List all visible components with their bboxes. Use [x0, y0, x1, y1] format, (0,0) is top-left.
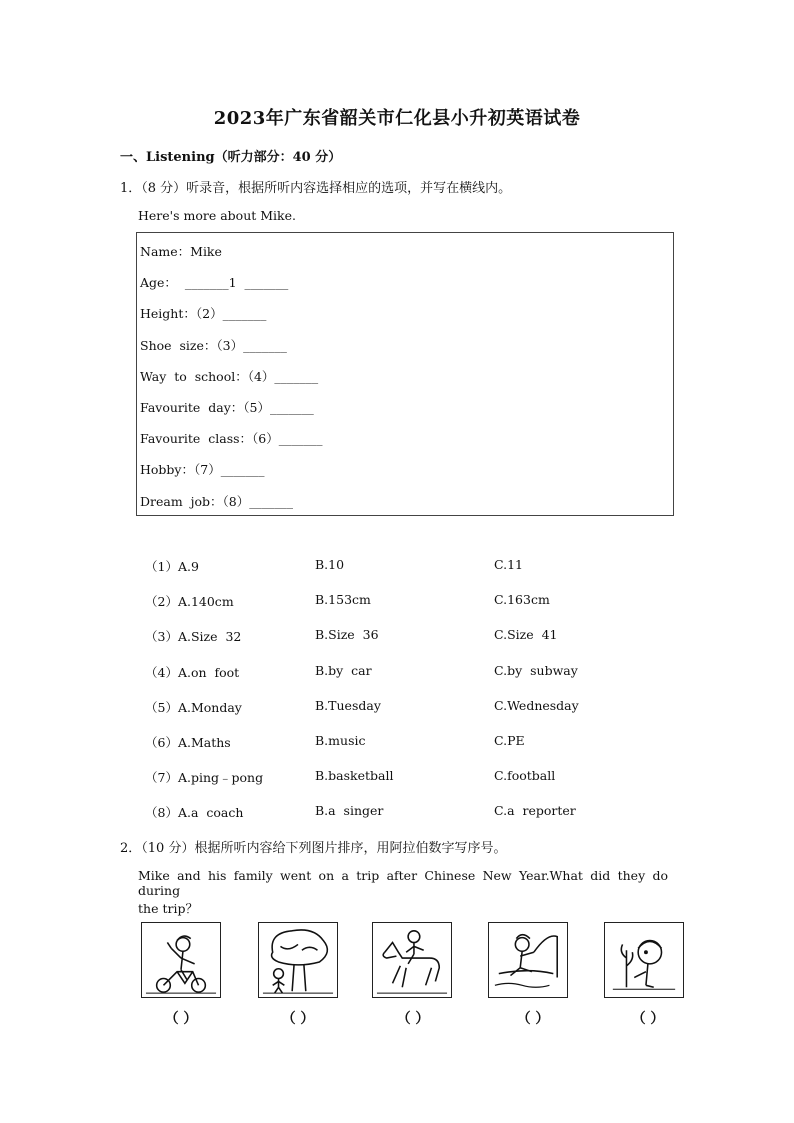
option-c: C.163cm [494, 592, 550, 607]
option-b: B.153cm [315, 592, 371, 607]
option-row [145, 803, 705, 821]
option-b: B.music [315, 733, 366, 748]
fishing-boy-icon [488, 922, 568, 998]
option-c: C.11 [494, 557, 523, 572]
info-box [136, 232, 674, 516]
option-b: B.basketball [315, 768, 394, 783]
option-row [145, 627, 705, 645]
option-row [145, 733, 705, 751]
option-row [145, 592, 705, 610]
planting-boy-icon [604, 922, 684, 998]
section-heading-listening: 一、Listening（听力部分：40 分） [120, 150, 342, 165]
horse-riding-boy-icon [372, 922, 452, 998]
page-title: 2023年广东省韶关市仁化县小升初英语试卷 [213, 108, 581, 129]
answer-paren-3: （ ） [396, 1011, 430, 1027]
field-shoe-size: Shoe size：（3）_______ [140, 338, 287, 353]
option-c: C.Size 41 [494, 627, 558, 642]
option-c: C.a reporter [494, 803, 576, 818]
field-hobby: Hobby：（7）_______ [140, 462, 265, 477]
option-row [145, 557, 705, 575]
field-favourite-day: Favourite day：（5）_______ [140, 400, 314, 415]
answer-paren-4: （ ） [516, 1011, 550, 1027]
option-c: C.Wednesday [494, 698, 579, 713]
option-a: （1）A.9 [145, 559, 199, 574]
answer-paren-2: （ ） [281, 1011, 315, 1027]
option-a: （3）A.Size 32 [145, 629, 242, 644]
option-c: C.PE [494, 733, 525, 748]
field-name: Name：Mike [140, 244, 222, 259]
option-row [145, 698, 705, 716]
option-c: C.by subway [494, 663, 578, 678]
question-2-text-line-1: Mike and his family went on a trip after Chinese New Year.What did they do during [138, 868, 668, 898]
option-b: B.Size 36 [315, 627, 379, 642]
option-b: B.a singer [315, 803, 384, 818]
option-a: （4）A.on foot [145, 665, 240, 680]
field-age: Age： _______1 _______ [140, 275, 289, 290]
option-b: B.by car [315, 663, 372, 678]
option-row [145, 663, 705, 681]
option-c: C.football [494, 768, 556, 783]
bike-riding-boy-icon [141, 922, 221, 998]
option-b: B.Tuesday [315, 698, 381, 713]
option-a: （8）A.a coach [145, 805, 244, 820]
option-a: （2）A.140cm [145, 594, 234, 609]
option-a: （7）A.ping﹣pong [145, 770, 264, 785]
option-b: B.10 [315, 557, 345, 572]
answer-paren-1: （ ） [164, 1011, 198, 1027]
answer-paren-5: （ ） [631, 1011, 665, 1027]
question-1-stem: 1．（8 分）听录音，根据所听内容选择相应的选项，并写在横线内。 [120, 181, 512, 196]
question-1-intro: Here's more about Mike. [138, 208, 296, 223]
field-favourite-class: Favourite class：（6）_______ [140, 431, 323, 446]
field-way-to-school: Way to school：（4）_______ [140, 369, 319, 384]
question-2-text-line-2: the trip？ [138, 901, 198, 916]
option-a: （6）A.Maths [145, 735, 231, 750]
boy-under-tree-icon [258, 922, 338, 998]
option-a: （5）A.Monday [145, 700, 242, 715]
field-dream-job: Dream job：（8）_______ [140, 494, 294, 509]
question-2-stem: 2．（10 分）根据所听内容给下列图片排序，用阿拉伯数字写序号。 [120, 841, 507, 856]
option-row [145, 768, 705, 786]
field-height: Height：（2）_______ [140, 306, 267, 321]
